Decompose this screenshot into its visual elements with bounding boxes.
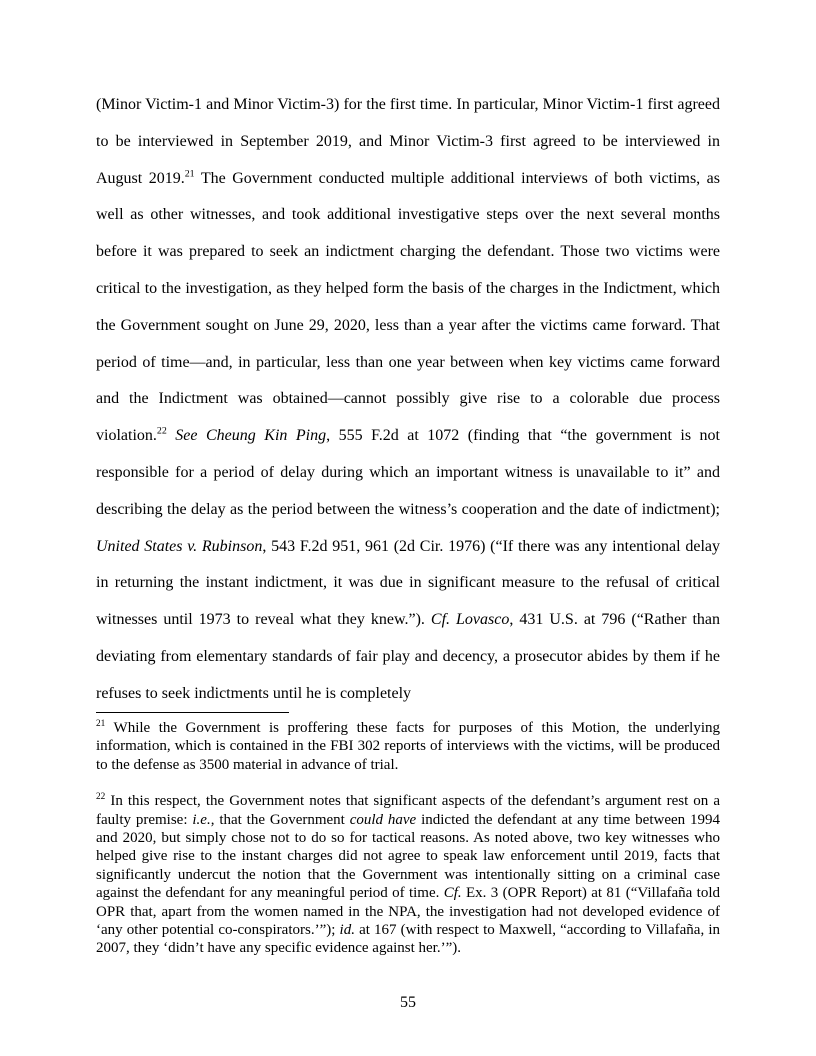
body-text-block xyxy=(96,87,720,713)
page-number: 55 xyxy=(400,994,416,1011)
footnotes-section xyxy=(96,712,720,958)
footnote-separator-line xyxy=(96,712,289,713)
body-paragraph: (Minor Victim-1 and Minor Victim-3) for the first time. In particular, Minor Victim-1 first agreed to be interviewed in September 2019, and Minor Victim-3 first agreed to be interviewed in August 2019.21 The Government conducted multiple additional interviews of both victims, as well as other witnesses, and took additional investigative steps over the next several months before it was prepared to seek an indictment charging the defendant. Those two victims were critical to the investigation, as they helped form the basis of the charges in the Indictment, which the Government sought on June 29, 2020, less than a year after the victims came forward. That period of time—and, in particular, less than one year between when key victims came forward and the Indictment was obtained—cannot possibly give rise to a colorable due process violation.$^{22}$ See Cheung Kin Ping, 555 F.2d at 1072 (finding that “the government is not responsible for a period of delay during which an important witness is unavailable to it” and describing the delay as the period between the witness’s cooperation and the date of indictment); United States v. Rubinson, 543 F.2d 951, 961 (2d Cir. 1976) (“If there was any intentional delay in returning the instant indictment, it was due in significant measure to the refusal of critical witnesses until 1973 to reveal what they knew.”). Cf. Lovasco, 431 U.S. at 796 (“Rather than deviating from elementary standards of fair play and decency, a prosecutor abides by them if he refuses to seek indictments until he is completely xyxy=(96,96,720,702)
footnote-22: $^{22}$ In this respect, the Government notes that significant aspects of the defendant’s argument rest on a faulty premise: i.e., that the Government could have indicted the defendant at any time between 1994 and 2020, but simply chose not to do so for tactical reasons. As noted above, two key witnesses who helped give rise to the instant charges did not agree to speak law enforcement until 2019, facts that significantly undercut the notion that the Government was intentionally sitting on a criminal case against the defendant for any meaningful period of time. Cf. Ex. 3 (OPR Report) at 81 (“Villafaña told OPR that, apart from the women named in the NPA, the investigation had not developed evidence of ‘any other potential co-conspirators.’”); id. at 167 (with respect to Maxwell, “according to Villafaña, in 2007, they ‘didn’t have any specific evidence against her.’”). xyxy=(96,792,721,957)
footnote-21: $^{21}$ While the Government is proffering these facts for purposes of this Motion, the underlying information, which is contained in the FBI 302 reports of interviews with the victims, will be produced to the defense as 3500 material in advance of trial. xyxy=(96,719,720,773)
